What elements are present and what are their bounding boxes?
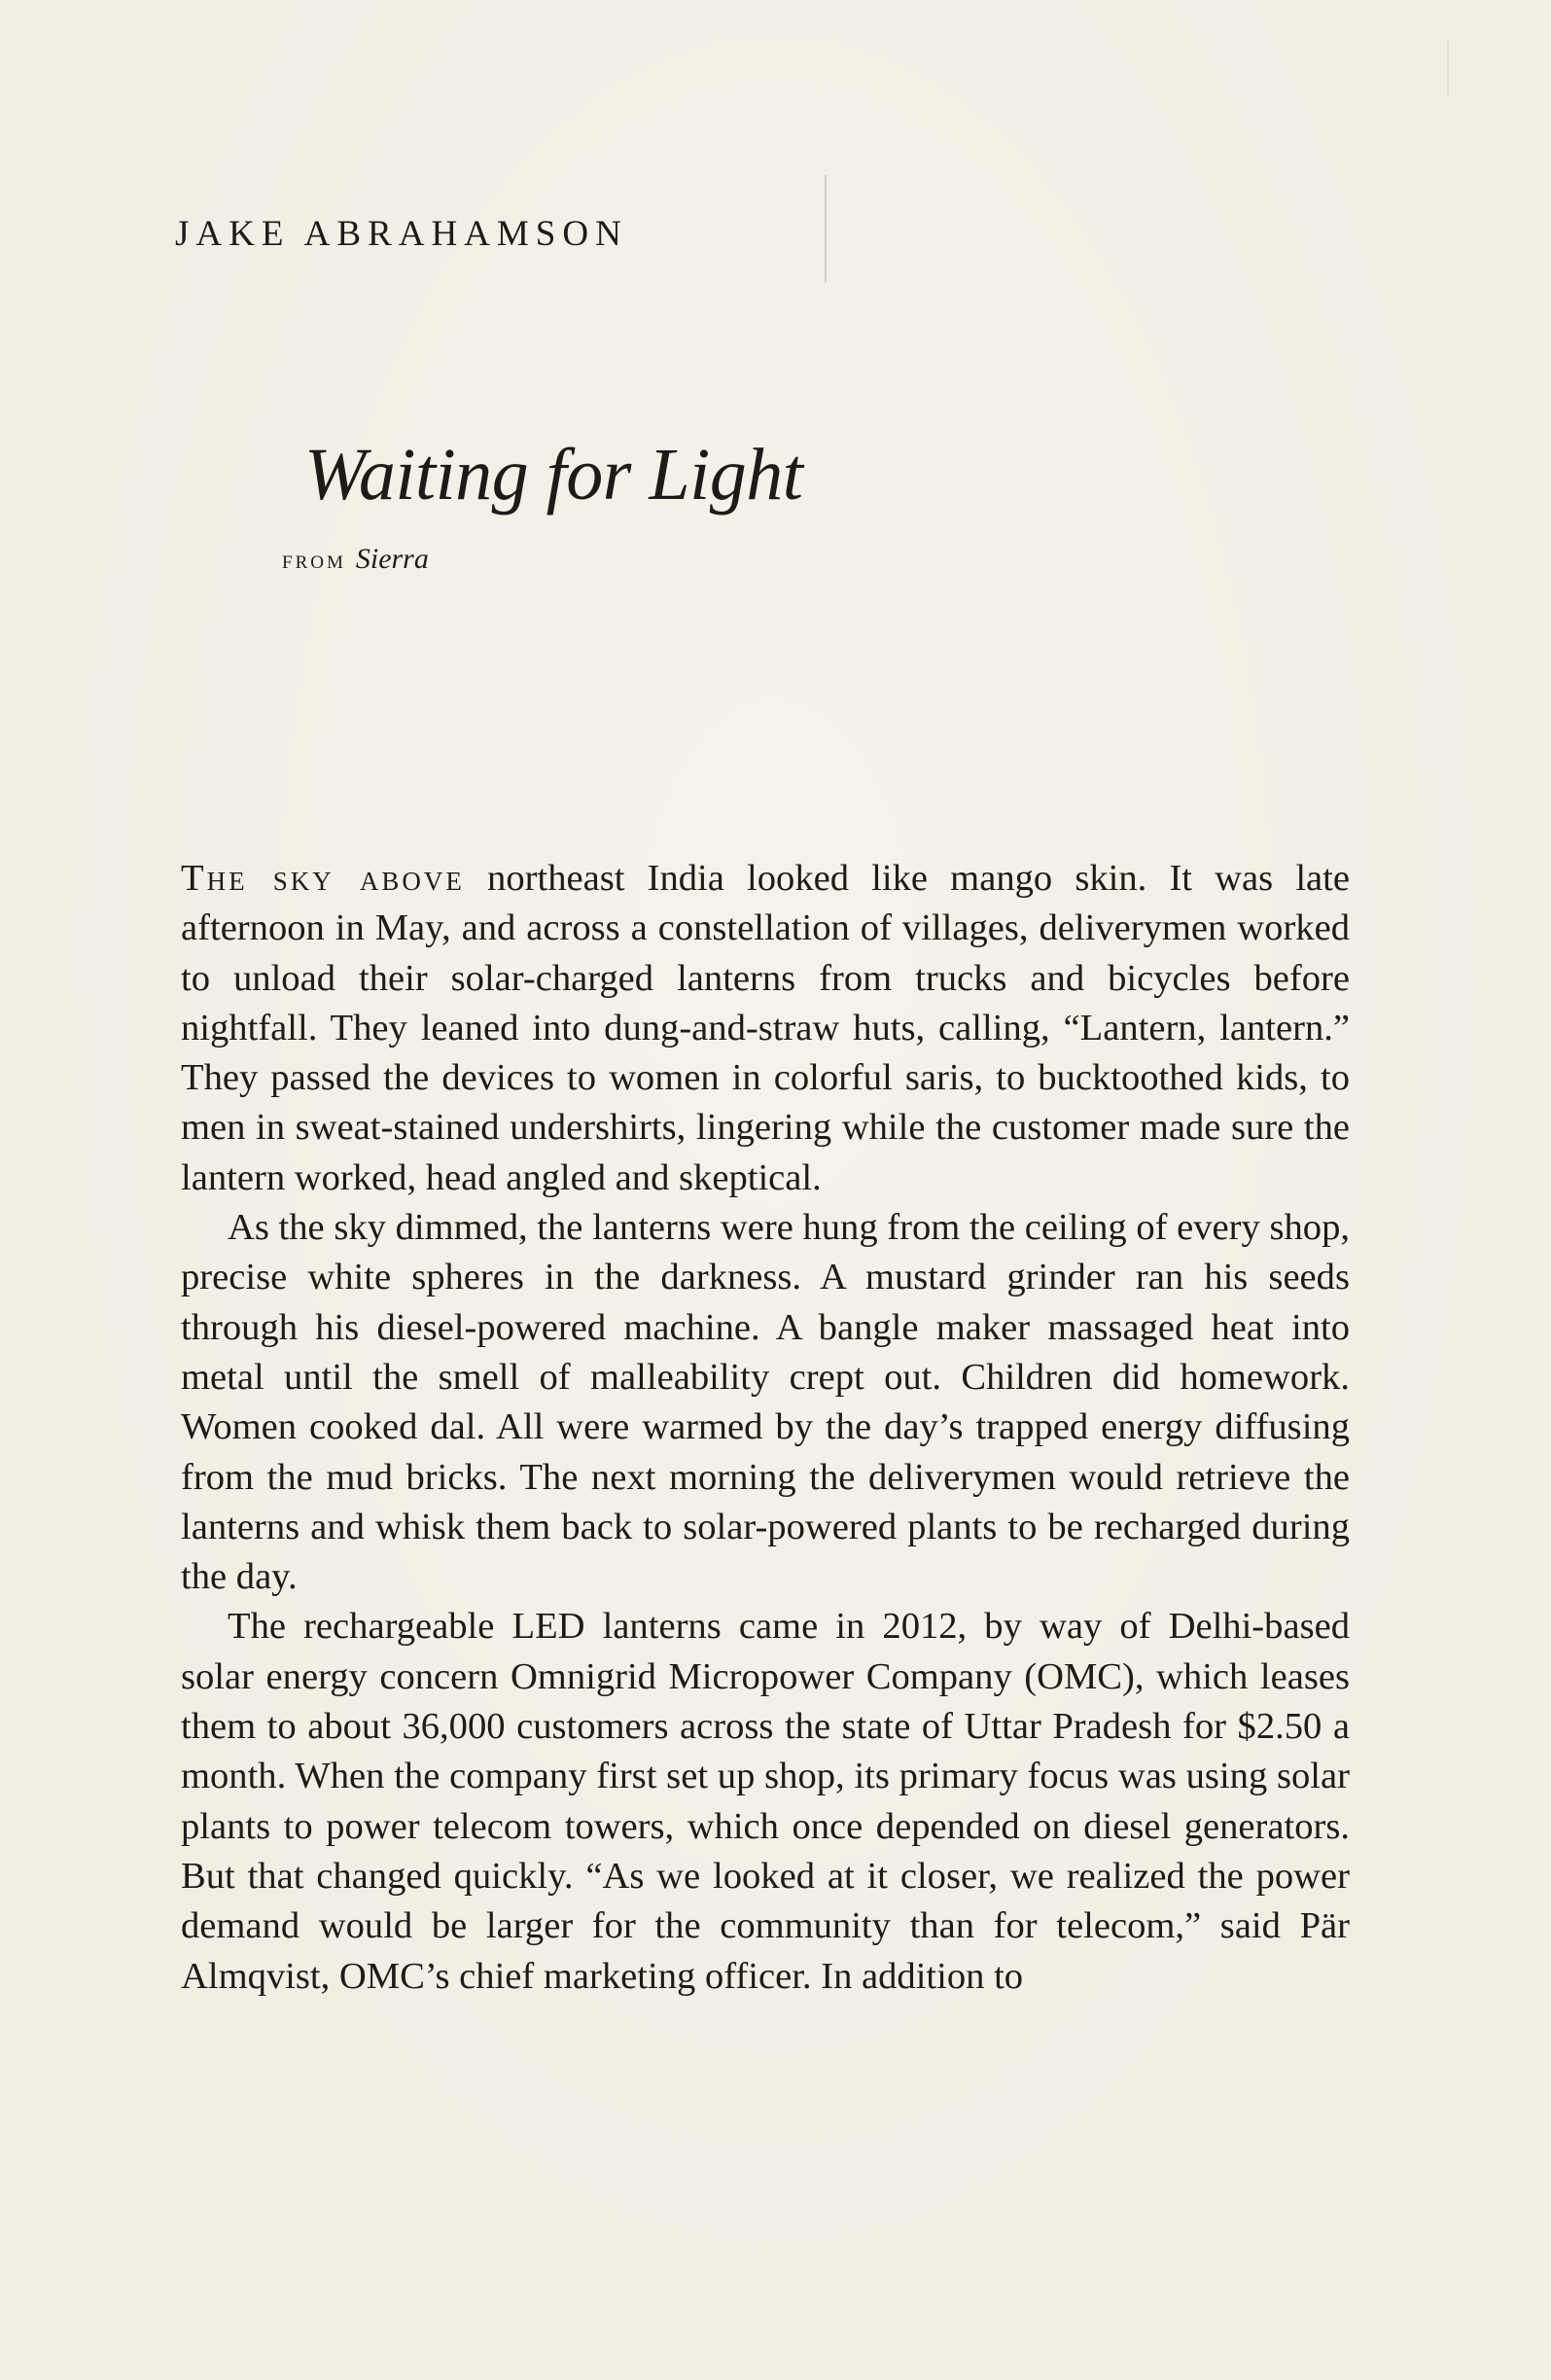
paragraph-1	[181, 854, 1350, 1203]
lead-in-small-caps: The sky above	[181, 858, 465, 899]
paragraph-2: As the sky dimmed, the lanterns were hung from the ceiling of every shop, precise white spheres in the darkness. A mustard grinder ran his seeds through his diesel-powered machine. A bangle maker massaged heat into metal until the smell of malleability crept out. Children did homework. Women cooked dal. All were warmed by the day’s trapped energy diffusing from the mud bricks. The next morning the deliverymen would retrieve the lanterns and whisk them back to solar-powered plants to be recharged during the day.	[181, 1207, 1350, 1598]
scan-smudge	[825, 175, 827, 282]
article-title: Waiting for Light	[304, 434, 803, 515]
article-body	[181, 854, 1350, 2002]
article-source	[282, 545, 429, 574]
author-name: JAKE ABRAHAMSON	[175, 214, 628, 254]
paragraph-1-text: northeast India looked like mango skin. It was late afternoon in May, and across a constellation of villages, deliverymen worked to unload their solar-charged lanterns from trucks and bicycles before nightfall. They leaned into dung-and-straw huts, calling, “Lantern, lantern.” They passed the devices to women in colorful saris, to bucktoothed kids, to men in sweat-stained undershirts, lingering while the customer made sure the lantern worked, head angled and skeptical.	[181, 858, 1350, 1198]
source-publication: Sierra	[355, 543, 429, 575]
source-prefix: FROM	[282, 552, 346, 573]
paragraph-3: The rechargeable LED lanterns came in 2012, by way of Delhi-based solar energy concern Omnigrid Micropower Company (OMC), which leases them to about 36,000 customers across the state of Uttar Pradesh for $2.50 a month. When the company first set up shop, its primary focus was using solar plants to power telecom towers, which once depended on diesel generators. But that changed quickly. “As we looked at it closer, we realized the power demand would be larger for the community than for telecom,” said Pär Almqvist, OMC’s chief marketing officer. In addition to	[181, 1606, 1350, 1997]
scan-smudge	[1447, 39, 1449, 97]
